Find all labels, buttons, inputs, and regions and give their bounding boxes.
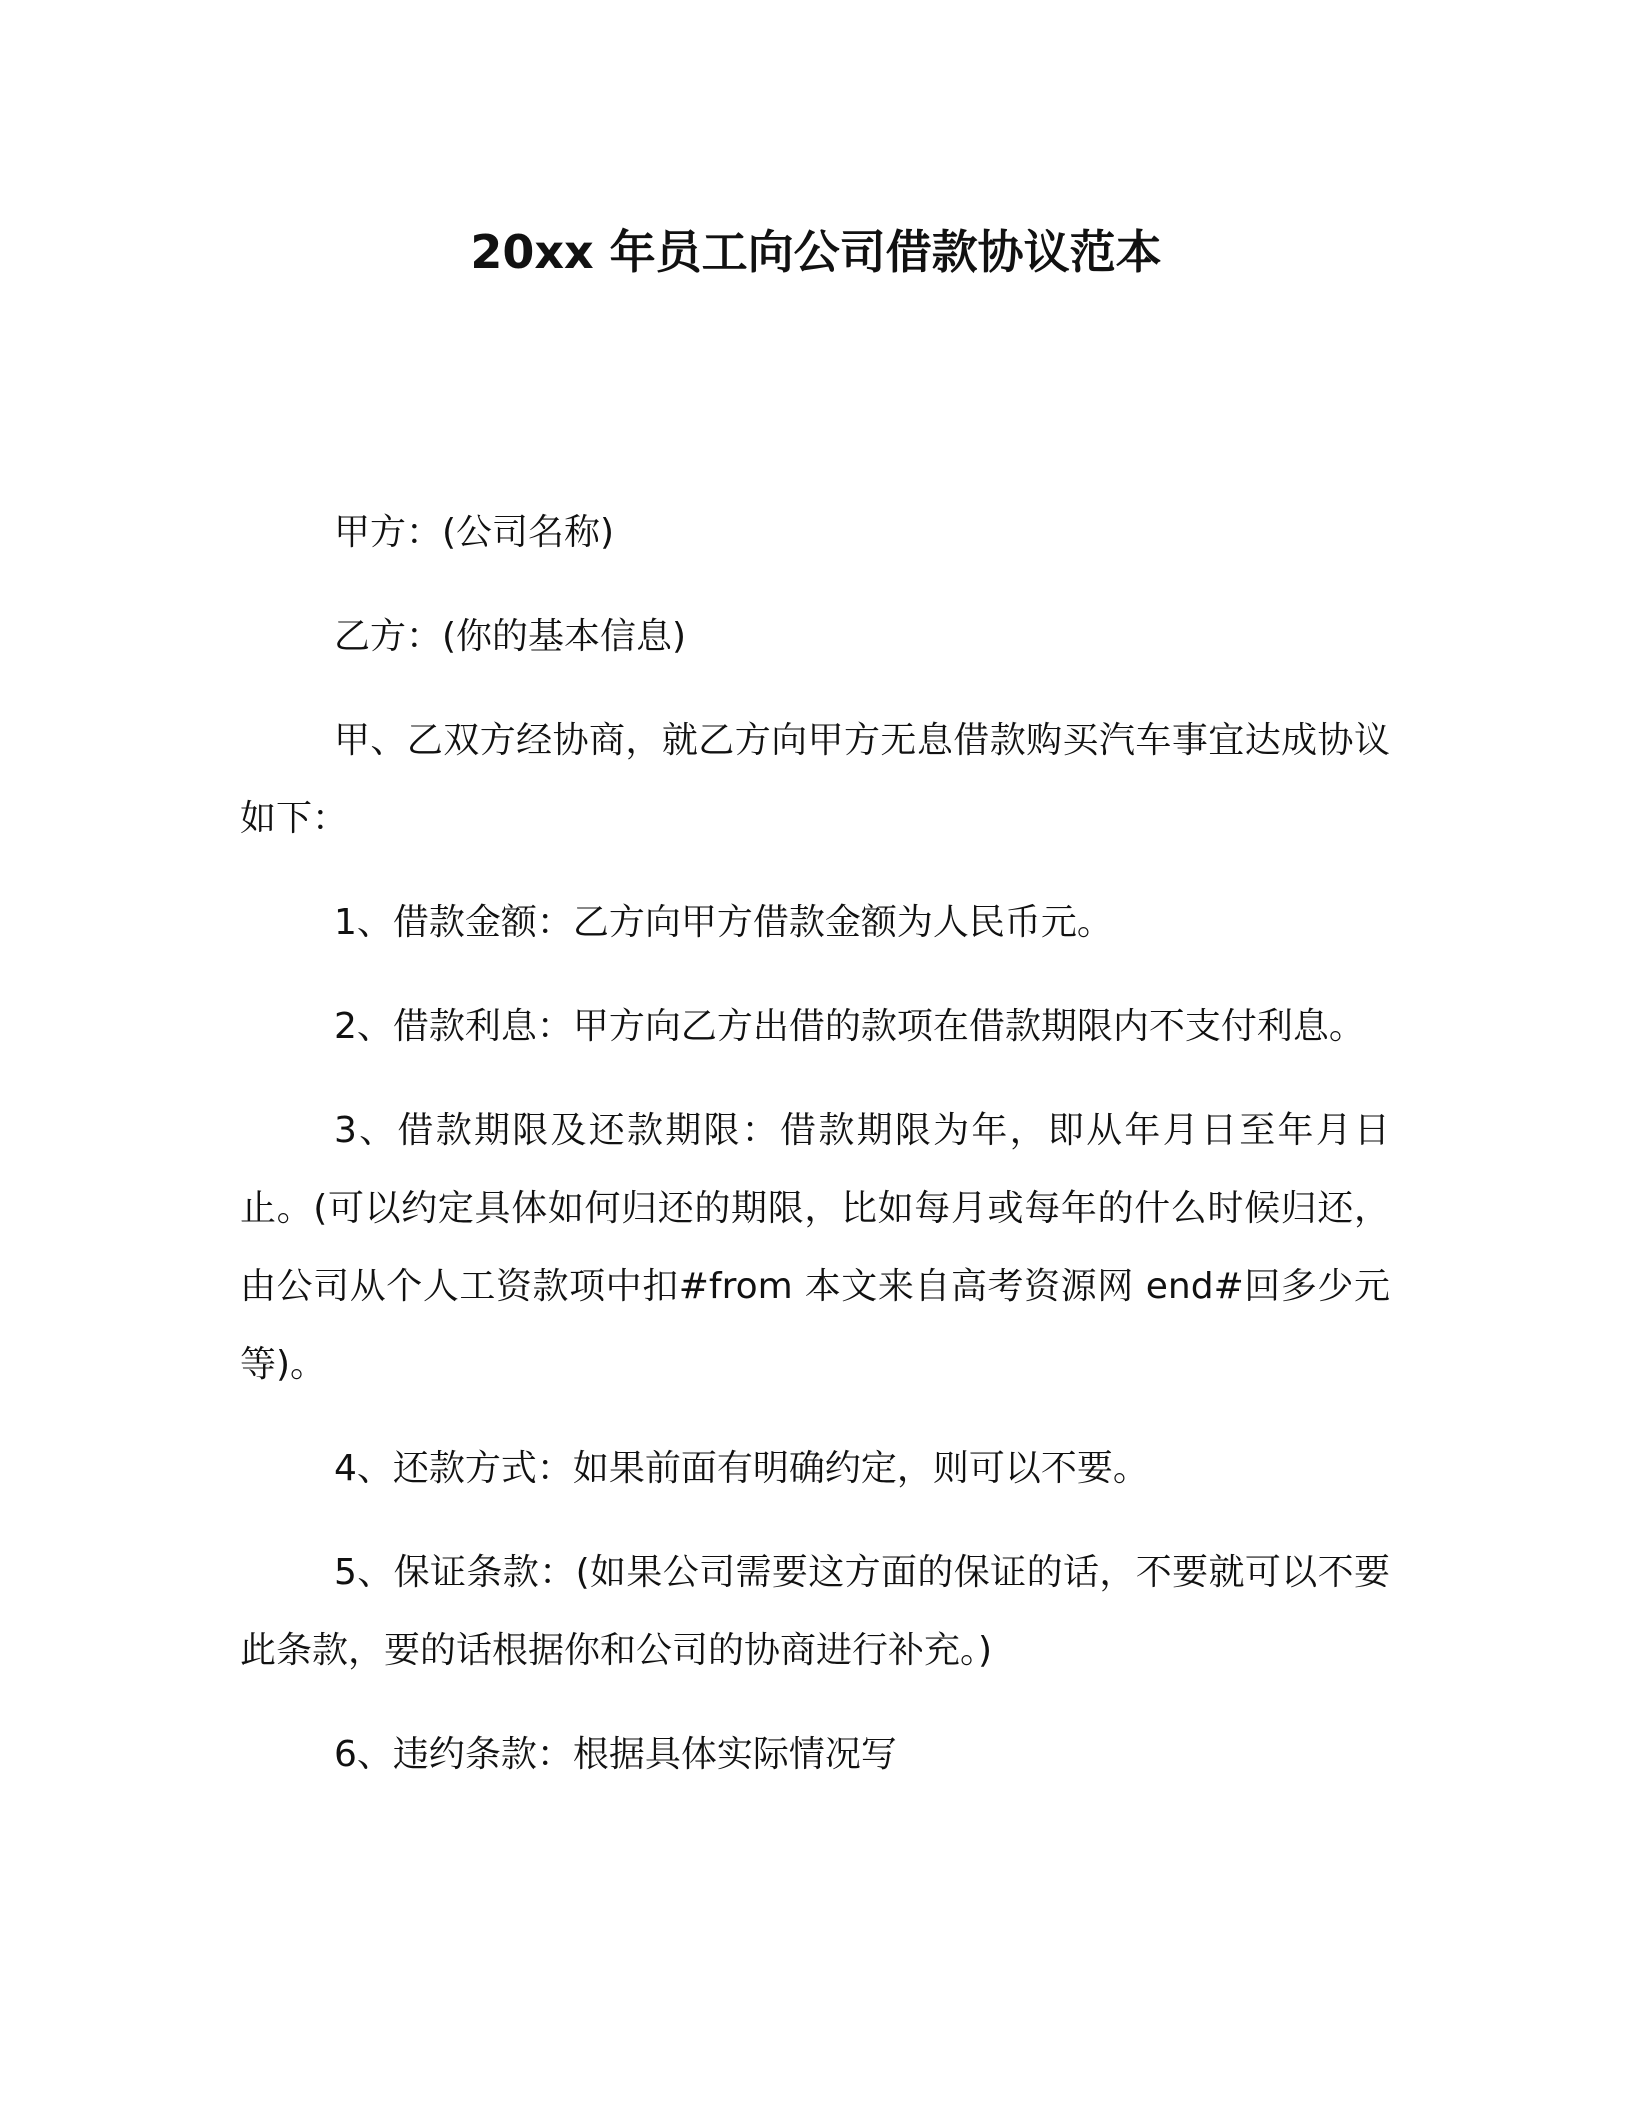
clause-loan-amount: 1、借款金额：乙方向甲方借款金额为人民币元。 <box>334 902 1113 943</box>
party-a-line: 甲方：(公司名称) <box>334 512 615 553</box>
party-b-line: 乙方：(你的基本信息) <box>334 616 687 657</box>
clause-breach: 6、违约条款：根据具体实际情况写 <box>334 1734 897 1775</box>
clause-repayment-method: 4、还款方式：如果前面有明确约定，则可以不要。 <box>334 1448 1149 1489</box>
clause-loan-interest: 2、借款利息：甲方向乙方出借的款项在借款期限内不支付利息。 <box>334 1006 1365 1047</box>
document-title: 20xx 年员工向公司借款协议范本 <box>470 225 1162 279</box>
clause-guarantee: 5、保证条款：(如果公司需要这方面的保证的话，不要就可以不要此条款，要的话根据你和公司的协商进行补充。) <box>240 1552 1390 1671</box>
document-body <box>240 494 1390 1820</box>
agreement-intro: 甲、乙双方经协商，就乙方向甲方无息借款购买汽车事宜达成协议如下： <box>240 720 1390 839</box>
clause-loan-term: 3、借款期限及还款期限：借款期限为年，即从年月日至年月日止。(可以约定具体如何归还的期限，比如每月或每年的什么时候归还，由公司从个人工资款项中扣#from 本文来自高考资源网 end#回多少元等)。 <box>240 1110 1390 1385</box>
